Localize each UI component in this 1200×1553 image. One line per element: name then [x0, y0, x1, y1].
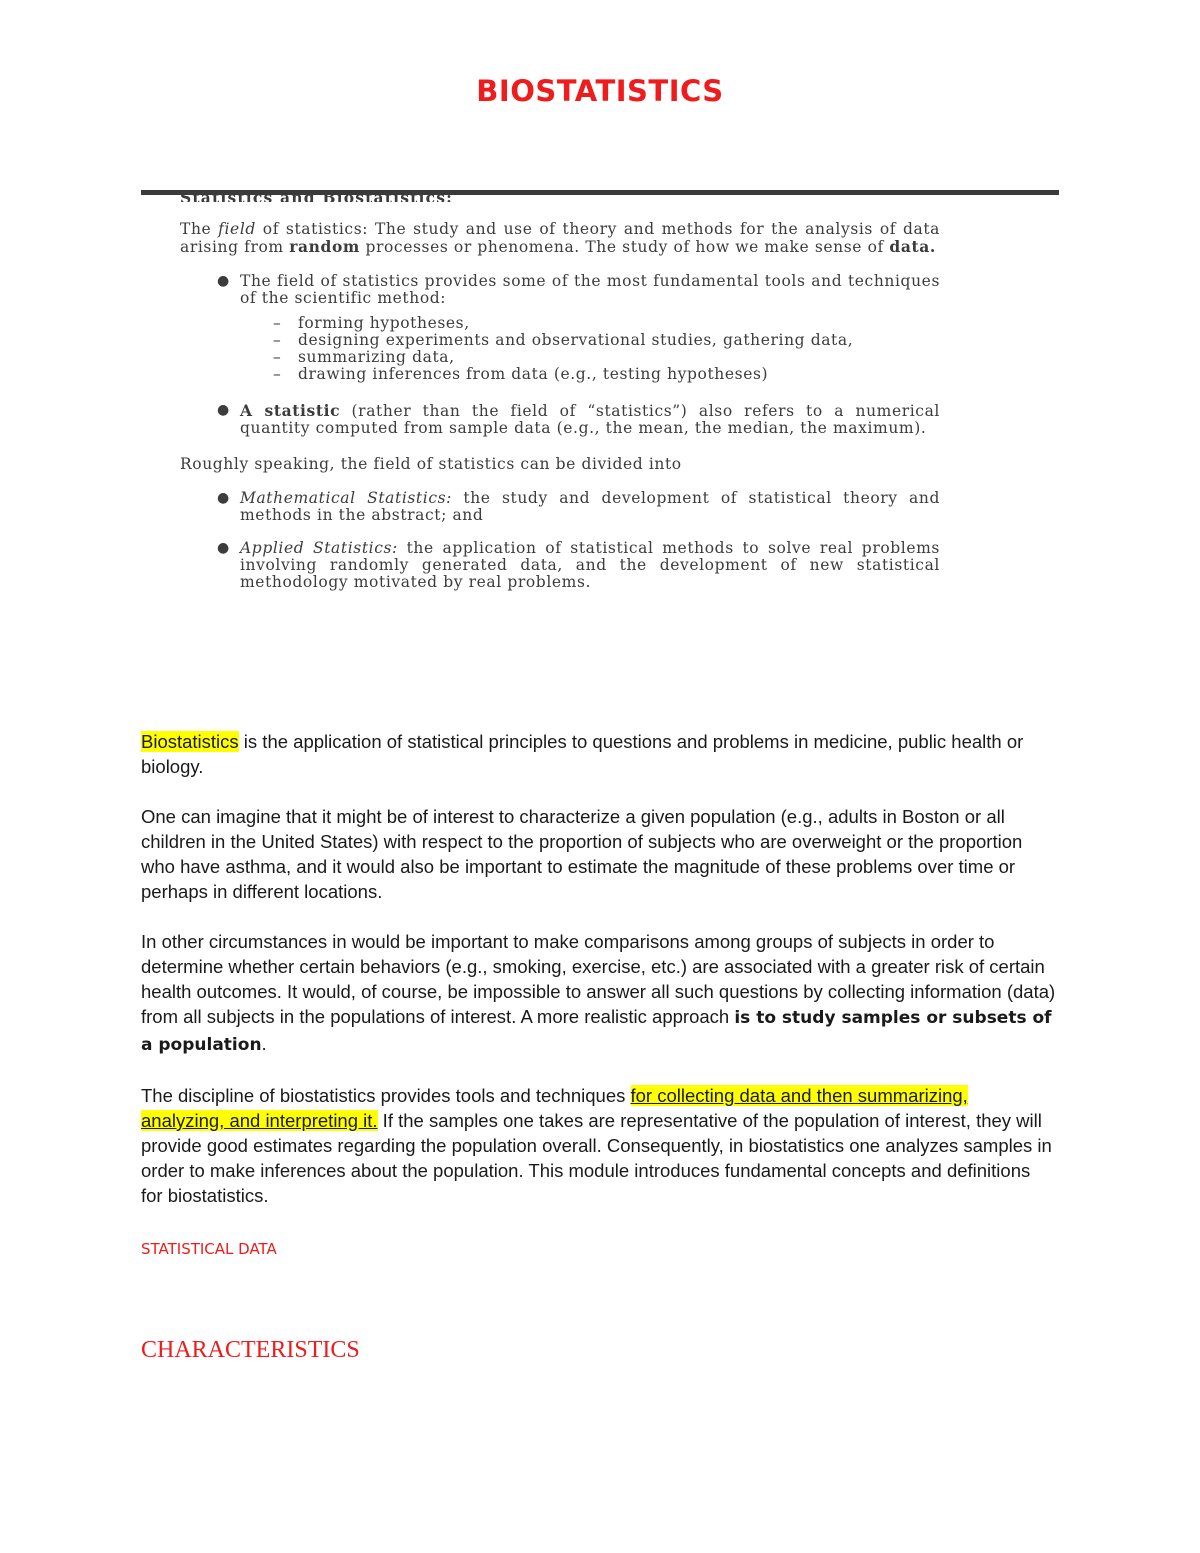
excerpt-intro: The field of statistics: The study and use of theory and methods for the analysis of data arising from random processes or phenomena. The study of how we make sense of data.: [180, 220, 940, 256]
method-step: – summarizing data,: [273, 348, 455, 366]
excerpt-heading: Statistics and Biostatistics:: [180, 192, 454, 202]
method-step: – forming hypotheses,: [273, 314, 470, 332]
paragraph-definition: Biostatistics is the application of statistical principles to questions and problems in medicine, public health or biology.: [141, 731, 1024, 777]
document-title: BIOSTATISTICS: [476, 74, 724, 108]
bullet-icon: ●: [217, 273, 230, 289]
section-characteristics: CHARACTERISTICS: [141, 1337, 360, 1363]
dash-icon: –: [273, 314, 282, 332]
dash-icon: –: [273, 365, 282, 383]
excerpt-bullet-4: ● Applied Statistics: the application of statistical methods to solve real problems involving randomly generated data, and the development of new statistical methodology motivated by real problems.: [217, 539, 940, 591]
method-step: – drawing inferences from data (e.g., testing hypotheses): [273, 365, 769, 383]
dash-icon: –: [273, 348, 282, 366]
section-statistical-data: STATISTICAL DATA: [141, 1240, 277, 1258]
paragraph-population: One can imagine that it might be of interest to characterize a given population (e.g., adults in Boston or all children in the United States) with respect to the proportion of subjects who are overweight or the proportion who have asthma, and it would also be important to estimate the magnitude of these problems over time or perhaps in different locations.: [141, 806, 1023, 902]
body-text: [141, 729, 1056, 1233]
dash-icon: –: [273, 331, 282, 349]
bullet-icon: ●: [217, 402, 230, 418]
excerpt-bullet-1: ● The field of statistics provides some of the most fundamental tools and techniques of the scientific method: – forming hypotheses, – designing experiments and observational studies, gathering data, – summarizing data, – drawing inferences from data (e.g., testing hypotheses): [217, 272, 940, 383]
method-steps-list: [240, 315, 940, 383]
bullet-icon: ●: [217, 490, 230, 506]
method-step: – designing experiments and observational studies, gathering data,: [273, 331, 854, 349]
paragraph-comparisons: In other circumstances in would be important to make comparisons among groups of subjects in order to determine whether certain behaviors (e.g., smoking, exercise, etc.) are associated with a greater risk of certain health outcomes. It would, of course, be impossible to answer all such questions by collecting information (data) from all subjects in the populations of interest. A more realistic approach is to study samples or subsets of a population.: [141, 931, 1056, 1055]
excerpt-bullet-3: ● Mathematical Statistics: the study and development of statistical theory and methods in the abstract; and: [217, 489, 940, 524]
excerpt-division-list: [180, 490, 940, 591]
bullet-icon: ●: [217, 540, 230, 556]
paragraph-discipline: The discipline of biostatistics provides tools and techniques for collecting data and then summarizing, analyzing, and interpreting it. If the samples one takes are representative of the population of interest, they will provide good estimates regarding the population overall. Consequently, in biostatistics one analyzes samples in order to make inferences about the population. This module introduces fundamental concepts and definitions for biostatistics.: [141, 1085, 1052, 1206]
scanned-excerpt: [180, 194, 940, 591]
excerpt-bullet-2: ● A statistic (rather than the field of “statistics”) also refers to a numerical quantity computed from sample data (e.g., the mean, the median, the maximum).: [217, 401, 940, 437]
excerpt-divide-line: Roughly speaking, the field of statistics can be divided into: [180, 455, 682, 473]
excerpt-bullet-list: [180, 273, 940, 437]
